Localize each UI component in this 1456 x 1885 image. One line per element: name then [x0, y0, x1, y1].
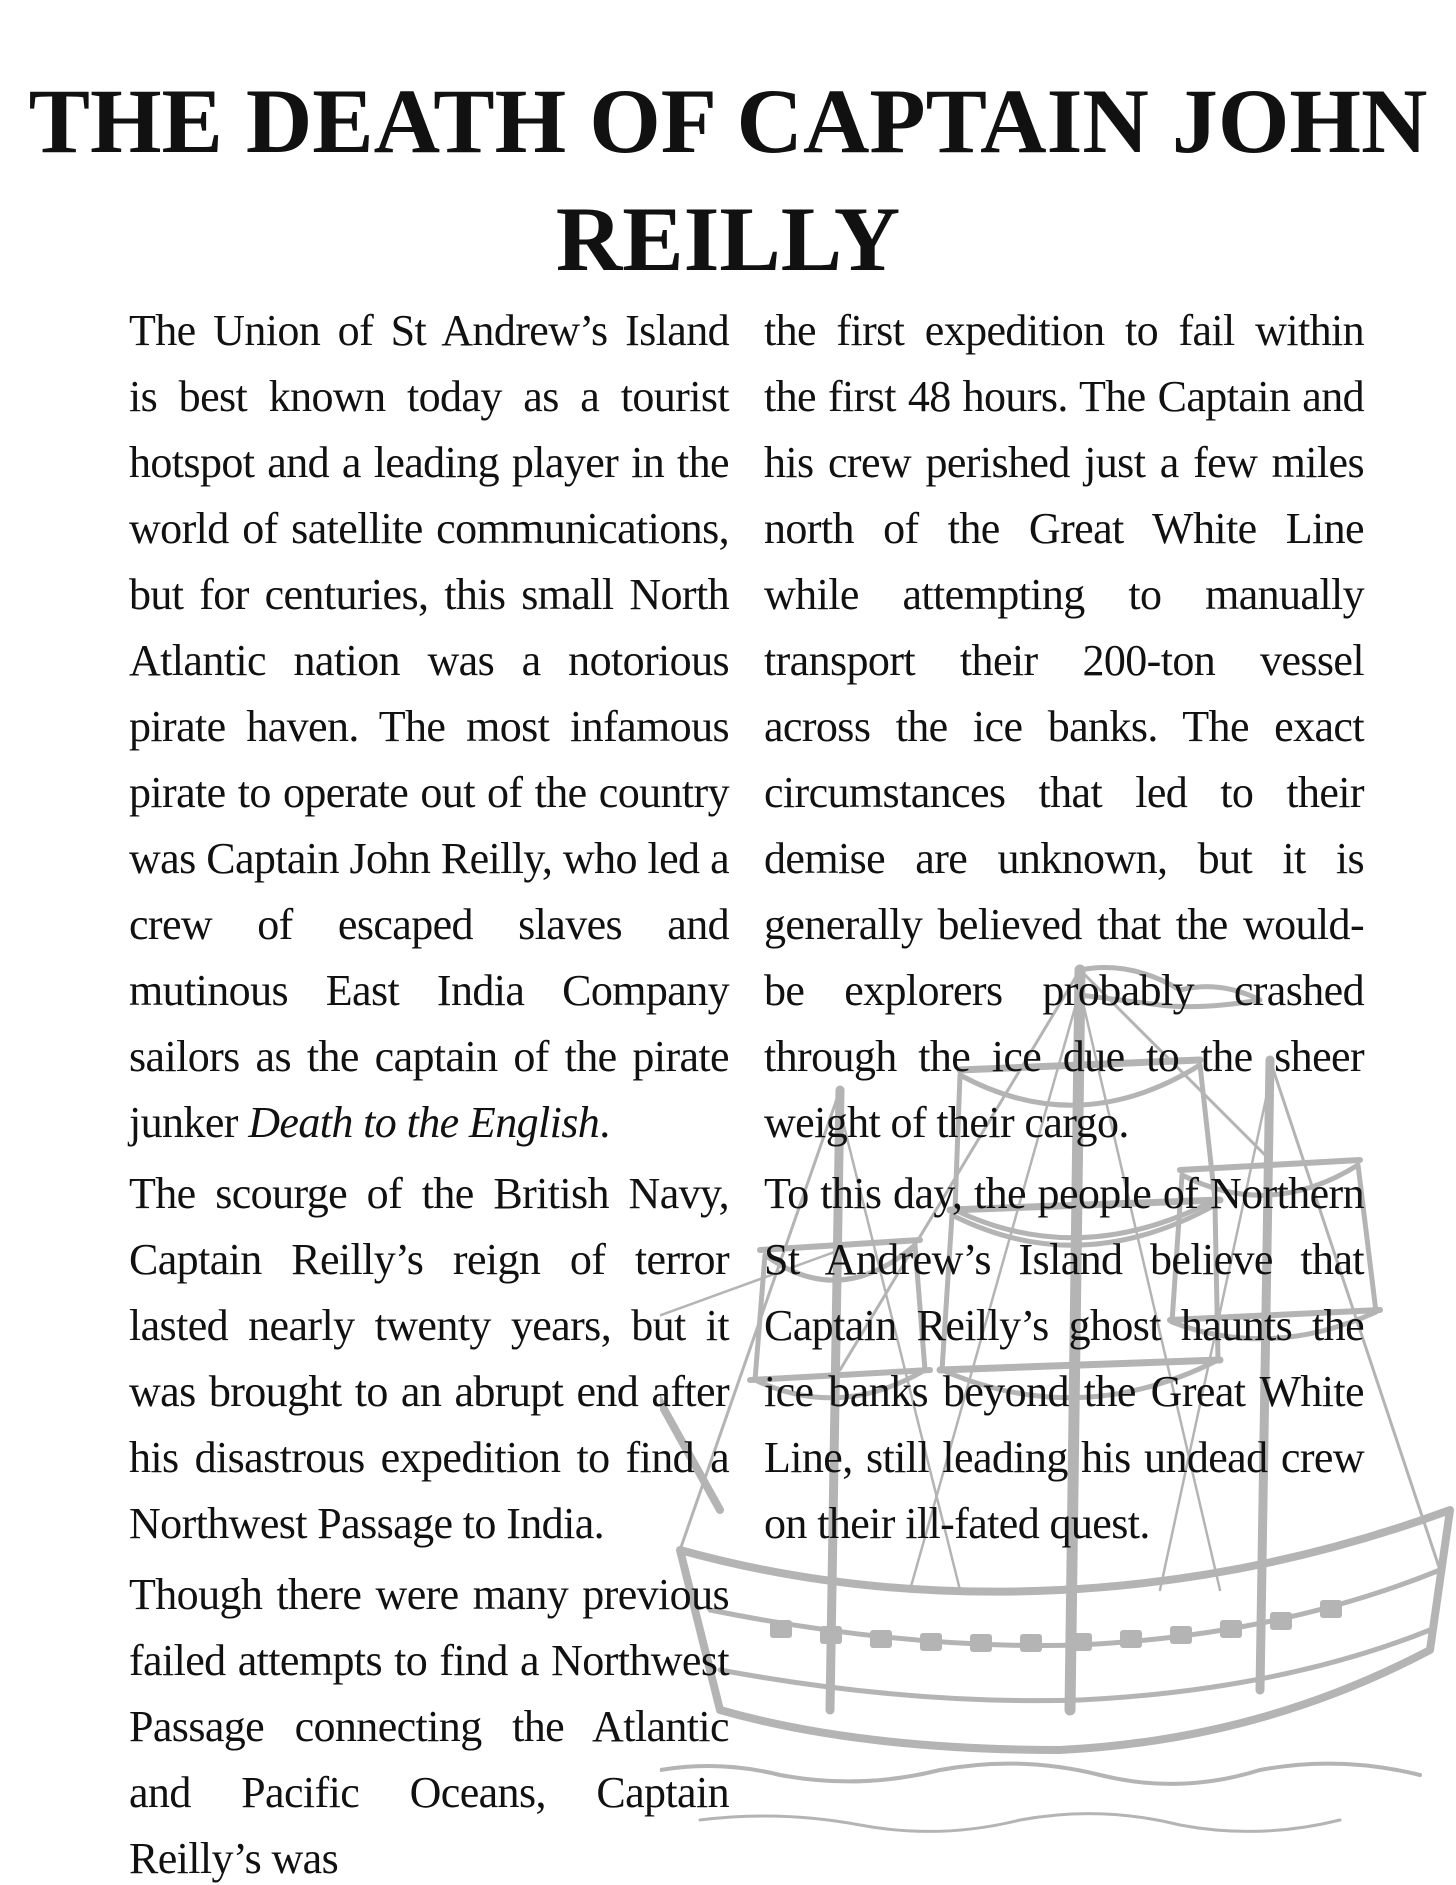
- right-column: [764, 298, 1364, 1562]
- left-column: [129, 298, 729, 1885]
- left-paragraph-1: [129, 298, 729, 1156]
- right-paragraph-2: To this day, the people of Northern St Andrew’s Island believe that Captain Reilly’s ghost haunts the ice banks beyond the Great White Line, still leading his undead crew on their ill-fated quest.: [764, 1169, 1364, 1548]
- left-paragraph-1-end: .: [599, 1098, 610, 1147]
- left-paragraph-2: The scourge of the British Navy, Captain Reilly’s reign of terror lasted nearly twenty years, but it was brought to an abrupt end after his disastrous expedition to find a Northwest Passage to India.: [129, 1169, 729, 1548]
- left-paragraph-3: Though there were many previous failed attempts to find a Northwest Passage connecting the Atlantic and Pacific Oceans, Captain Reilly’s was: [129, 1570, 729, 1883]
- page-title: THE DEATH OF CAPTAIN JOHN REILLY: [28, 70, 1428, 290]
- right-paragraph-1: the first expedition to fail within the first 48 hours. The Captain and his crew perished just a few miles north of the Great White Line while attempting to manually transport their 200-ton vessel across the ice banks. The exact circumstances that led to their demise are unknown, but it is generally believed that the would-be explorers probably crashed through the ice due to the sheer weight of their cargo.: [764, 306, 1364, 1147]
- left-paragraph-1-text: The Union of St Andrew’s Island is best known today as a tourist hotspot and a leading player in the world of satellite communications, but for centuries, this small North Atlantic nation was a notorious pirate haven. The most infamous pirate to operate out of the country was Captain John Reilly, who led a crew of escaped slaves and mutinous East India Company sailors as the captain of the pirate junker: [129, 306, 729, 1147]
- ship-name: Death to the English: [248, 1098, 600, 1147]
